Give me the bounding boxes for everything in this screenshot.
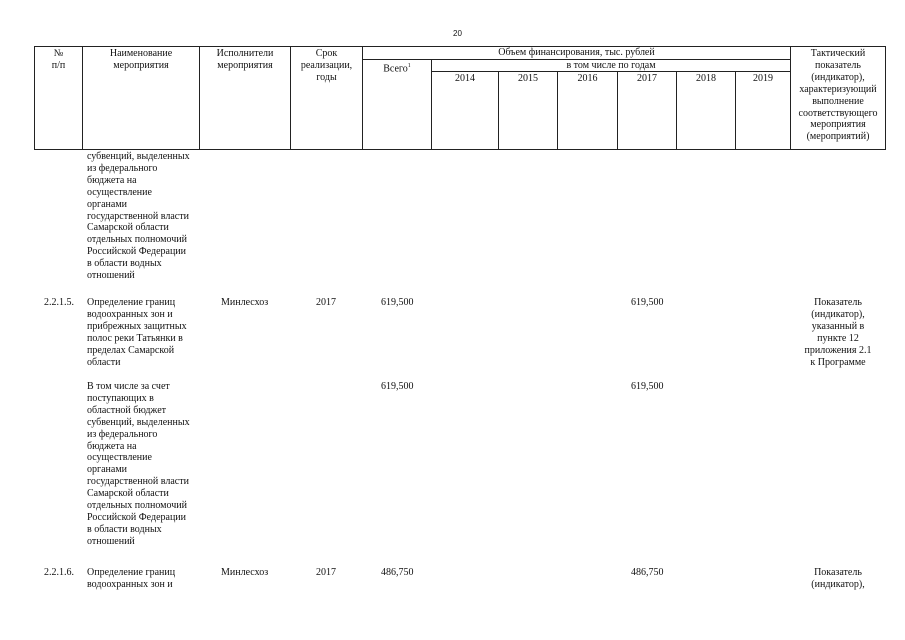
header-total: Всего bbox=[383, 63, 408, 75]
row-total: 486,750 bbox=[381, 567, 414, 578]
row-term: 2017 bbox=[316, 297, 336, 308]
row-name: В том числе за счет поступающих в областной бюджет субвенций, выделенных из федерального бюджета на осуществление органами государственной власти Самарской области отдельных полномочий Российской Федерации в области водных отношений bbox=[87, 381, 190, 547]
header-num: № п/п bbox=[51, 48, 66, 71]
row-name: Определение границ водоохранных зон и прибрежных защитных полос реки Татьянки в пределах Самарской области bbox=[87, 297, 187, 368]
header-term: Срок реализации, годы bbox=[300, 48, 353, 83]
row-executor: Минлесхоз bbox=[221, 297, 269, 308]
header-year-2018: 2018 bbox=[696, 73, 716, 84]
header-total-footnote: 1 bbox=[407, 63, 411, 69]
header-year-2015: 2015 bbox=[518, 73, 538, 84]
header-indicator: Тактический показатель (индикатор), характеризующий выполнение соответствующего мероприятия (мероприятий) bbox=[798, 48, 878, 143]
row-total: 619,500 bbox=[381, 381, 414, 392]
row-num: 2.2.1.6. bbox=[44, 567, 74, 578]
row-name: субвенций, выделенных из федерального бюджета на осуществление органами государственной власти Самарской области отдельных полномочий Российской Федерации в области водных отношений bbox=[87, 151, 190, 282]
header-year-2017: 2017 bbox=[637, 73, 657, 84]
header-by-years: в том числе по годам bbox=[566, 60, 656, 71]
header-year-2014: 2014 bbox=[455, 73, 475, 84]
header-total-cell bbox=[363, 61, 431, 75]
row-term: 2017 bbox=[316, 567, 336, 578]
header-year-2019: 2019 bbox=[753, 73, 773, 84]
header-name: Наименование мероприятия bbox=[109, 48, 173, 71]
row-indicator: Показатель (индикатор), указанный в пункте 12 приложения 2.1 к Программе bbox=[804, 297, 872, 368]
row-num: 2.2.1.5. bbox=[44, 297, 74, 308]
row-total: 619,500 bbox=[381, 297, 414, 308]
row-year-2017: 619,500 bbox=[631, 381, 664, 392]
header-financing: Объем финансирования, тыс. рублей bbox=[498, 47, 655, 58]
page-number: 20 bbox=[453, 29, 462, 38]
header-executors: Исполнители мероприятия bbox=[216, 48, 274, 71]
row-year-2017: 619,500 bbox=[631, 297, 664, 308]
row-executor: Минлесхоз bbox=[221, 567, 269, 578]
header-year-2016: 2016 bbox=[577, 73, 598, 84]
row-year-2017: 486,750 bbox=[631, 567, 664, 578]
row-name: Определение границ водоохранных зон и bbox=[87, 567, 176, 590]
row-indicator: Показатель (индикатор), bbox=[811, 567, 865, 590]
